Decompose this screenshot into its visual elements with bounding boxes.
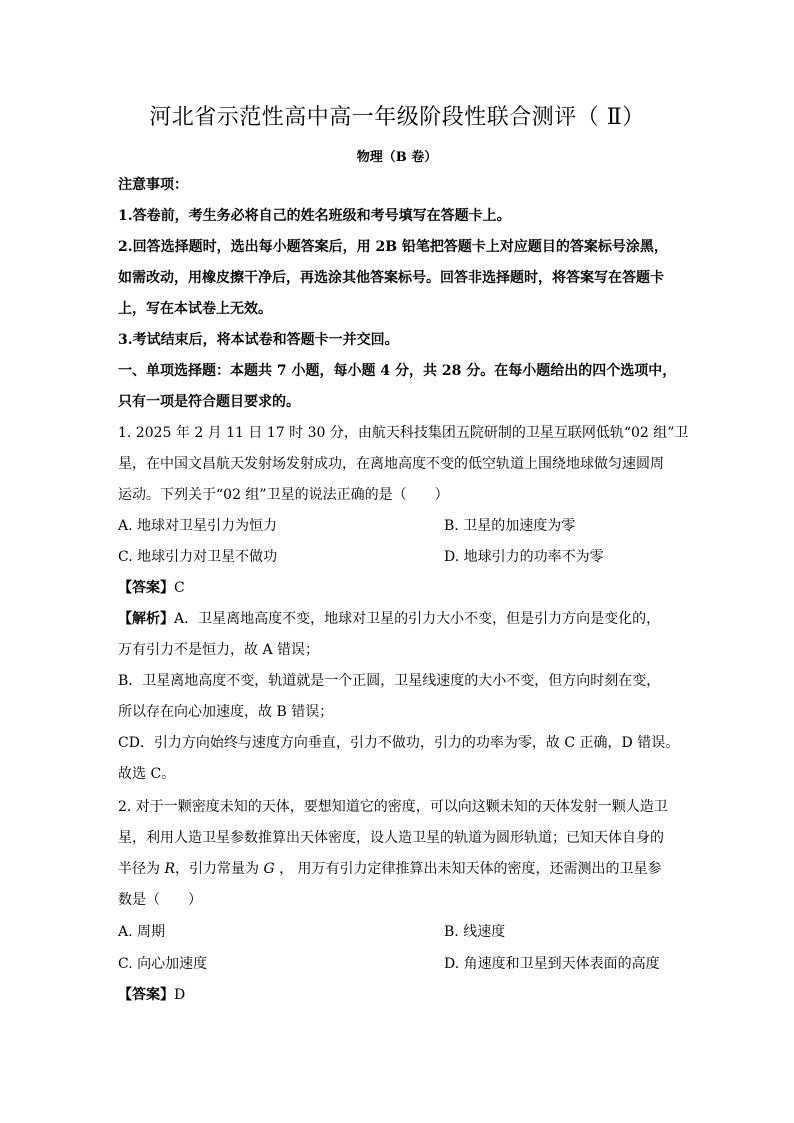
analysis-text: A．卫星离地高度不变，地球对卫星的引力大小不变，但是引力方向是变化的， bbox=[174, 611, 661, 627]
q1-analysis-line-3: B．卫星离地高度不变，轨道就是一个正圆，卫星线速度的大小不变，但方向时刻在变， bbox=[118, 673, 661, 689]
answer-value: C bbox=[174, 580, 185, 596]
q1-option-c: C. 地球引力对卫星不做功 bbox=[118, 549, 278, 565]
q2-stem-text: ，引力常量为 bbox=[175, 861, 264, 877]
answer-tag: 【答案】 bbox=[118, 987, 174, 1003]
exam-title: 河北省示范性高中高一年级阶段性联合测评（ Ⅱ） bbox=[149, 105, 645, 130]
notice-heading: 注意事项： bbox=[118, 177, 188, 193]
radius-symbol: R bbox=[164, 861, 175, 877]
answer-value: D bbox=[174, 987, 186, 1003]
q1-stem-line-2: 星，在中国文昌航天发射场发射成功，在离地高度不变的低空轨道上围绕地球做匀速圆周 bbox=[118, 456, 664, 472]
q1-stem-line-1: 1. 2025 年 2 月 11 日 17 时 30 分，由航天科技集团五院研制的卫星互联网低轨“02 组”卫 bbox=[118, 425, 689, 441]
q1-answer bbox=[118, 578, 678, 598]
q2-answer bbox=[118, 985, 678, 1005]
notice-item-3: 3.考试结束后，将本试卷和答题卡一并交回。 bbox=[118, 332, 399, 348]
q1-analysis-line-2: 万有引力不是恒力，故 A 错误； bbox=[118, 642, 320, 658]
q1-analysis-line-6: 故选 C。 bbox=[118, 766, 176, 782]
q2-stem-line-4: 数是（ ） bbox=[118, 892, 202, 908]
q1-analysis-line-1 bbox=[118, 609, 678, 629]
q2-option-b: B. 线速度 bbox=[444, 924, 506, 940]
q2-stem-line-3 bbox=[118, 859, 678, 879]
q1-option-d: D. 地球引力的功率不为零 bbox=[444, 549, 604, 565]
notice-item-1: 1.答卷前，考生务必将自己的姓名班级和考号填写在答题卡上。 bbox=[118, 208, 511, 224]
analysis-tag: 【解析】 bbox=[118, 611, 174, 627]
q2-option-c: C. 向心加速度 bbox=[118, 956, 208, 972]
notice-item-2-line-3: 上，写在本试卷上无效。 bbox=[118, 301, 272, 317]
section-heading-line-1: 一、单项选择题：本题共 7 小题，每小题 4 分，共 28 分。在每小题给出的四个选项中， bbox=[118, 363, 677, 379]
q1-analysis-line-4: 所以存在向心加速度，故 B 错误； bbox=[118, 704, 334, 720]
answer-tag: 【答案】 bbox=[118, 580, 174, 596]
q2-option-a: A. 周期 bbox=[118, 924, 166, 940]
notice-item-2-line-2: 如需改动，用橡皮擦干净后，再选涂其他答案标号。回答非选择题时，将答案写在答题卡 bbox=[118, 270, 664, 286]
q2-stem-text: ， 用万有引力定律推算出未知天体的密度，还需测出的卫星参 bbox=[274, 861, 662, 877]
gravitational-constant-symbol: G bbox=[263, 861, 275, 877]
q2-stem-text: 半径为 bbox=[118, 861, 165, 877]
section-heading-line-2: 只有一项是符合题目要求的。 bbox=[118, 394, 300, 410]
exam-subtitle: 物理（B 卷） bbox=[356, 150, 438, 165]
q1-option-a: A. 地球对卫星引力为恒力 bbox=[118, 518, 278, 534]
q2-stem-line-1: 2. 对于一颗密度未知的天体，要想知道它的密度，可以向这颗未知的天体发射一颗人造卫 bbox=[118, 799, 668, 815]
q1-option-b: B. 卫星的加速度为零 bbox=[444, 518, 576, 534]
notice-item-2-line-1: 2.回答选择题时，选出每小题答案后，用 2B 铅笔把答题卡上对应题目的答案标号涂黑， bbox=[118, 239, 668, 255]
q2-stem-line-2: 星，利用人造卫星参数推算出天体密度，设人造卫星的轨道为圆形轨道；已知天体自身的 bbox=[118, 830, 664, 846]
q1-analysis-line-5: CD．引力方向始终与速度方向垂直，引力不做功，引力的功率为零，故 C 正确，D 错误。 bbox=[118, 735, 680, 751]
q1-stem-line-3: 运动。下列关于“02 组”卫星的说法正确的是（ ） bbox=[118, 487, 449, 503]
q2-option-d: D. 角速度和卫星到天体表面的高度 bbox=[444, 956, 660, 972]
